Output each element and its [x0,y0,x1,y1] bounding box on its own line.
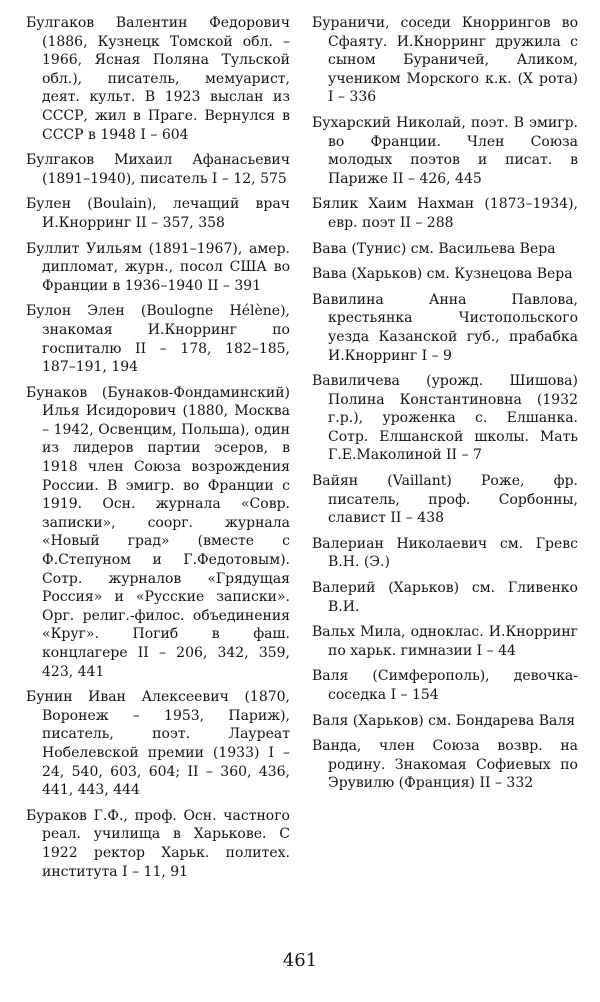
index-entry: Булон Элен (Boulogne Hélène), знакомая И.Кнорринг по госпиталю II – 178, 182–185, 187–191, 194 [26,303,290,376]
index-entry: Бураков Г.Ф., проф. Осн. частного реал. училища в Харькове. С 1922 ректор Харьк. политех. института I – 11, 91 [26,807,290,880]
index-entry: Бялик Хаим Нахман (1873–1934), евр. поэт II – 288 [312,196,578,231]
index-entry: Валериан Николаевич см. Гревс В.Н. (Э.) [312,535,578,571]
index-entry: Вава (Харьков) см. Кузнецова Вера [312,266,573,283]
index-entry: Буллит Уильям (1891–1967), амер. дипломат, журн., посол США во Франции в 1936–1940 II – 391 [26,240,290,294]
index-entry: Булгаков Михаил Афанасьевич (1891–1940), писатель I – 12, 575 [26,152,290,187]
left-column [26,14,290,888]
page-number: 461 [282,950,318,971]
index-entry: Валерий (Харьков) см. Гливенко В.И. [312,580,578,615]
index-entry: Булгаков Валентин Федорович (1886, Кузнецк Томской обл. – 1966, Ясная Поляна Тульской обл.), писатель, мемуарист, деят. культ. В 1923 выслан из СССР, жил в Праге. Вернулся в СССР в 1948 I – 604 [26,15,290,143]
index-entry: Булен (Boulain), лечащий врач И.Кнорринг II – 357, 358 [26,196,290,231]
index-entry: Ванда, член Союза возвр. на родину. Знакомая Софиевых по Эрувилю (Франция) II – 332 [312,738,578,792]
index-entry: Вавилина Анна Павлова, крестьянка Чистопольского уезда Казанской губ., прабабка И.Кнорринг I – 9 [312,291,578,364]
index-entry: Вава (Тунис) см. Васильева Вера [312,240,556,257]
index-entry: Вавиличева (урожд. Шишова) Полина Константиновна (1932 г.р.), уроженка с. Елшанка. Сотр. Елшанской школы. Мать Г.Е.Маколиной II – 7 [312,373,578,464]
index-entry: Бухарский Николай, поэт. В эмигр. во Франции. Член Союза молодых поэтов и писат. в Париже II – 426, 445 [312,114,578,187]
index-entry: Бунаков (Бунаков-Фондаминский) Илья Исидорович (1880, Москва – 1942, Освенцим, Польша), один из лидеров партии эсеров, в 1918 член Союза возрождения России. В эмигр. во Франции с 1919. Осн. журнала «Совр. записки», соорг. журнала «Новый град» (вместе с Ф.Степуном и Г.Федотовым). Сотр. журналов «Грядущая Россия» и «Русские записки». Орг. религ.-филос. объединения «Круг». Погиб в фаш. концлагере II – 206, 342, 359, 423, 441 [26,384,290,680]
index-entry: Бураничи, соседи Кноррингов во Сфаяту. И.Кнорринг дружила с сыном Бураничей, Аликом, учеником Морского к.к. (X рота) I – 336 [312,15,578,106]
index-entry: Вайян (Vaillant) Роже, фр. писатель, проф. Сорбонны, славист II – 438 [312,473,578,527]
index-entry: Валя (Харьков) см. Бондарева Валя [312,712,576,729]
index-entry: Бунин Иван Алексеевич (1870, Воронеж – 1953, Париж), писатель, поэт. Лауреат Нобелевской премии (1933) I – 24, 540, 603, 604; II – 360, 436, 441, 443, 444 [26,689,290,799]
right-column [312,14,578,800]
index-entry: Валя (Симферополь), девочка-соседка I – 154 [312,668,578,703]
index-entry: Вальх Мила, однoклас. И.Кнорринг по харьк. гимназии I – 44 [312,624,578,659]
